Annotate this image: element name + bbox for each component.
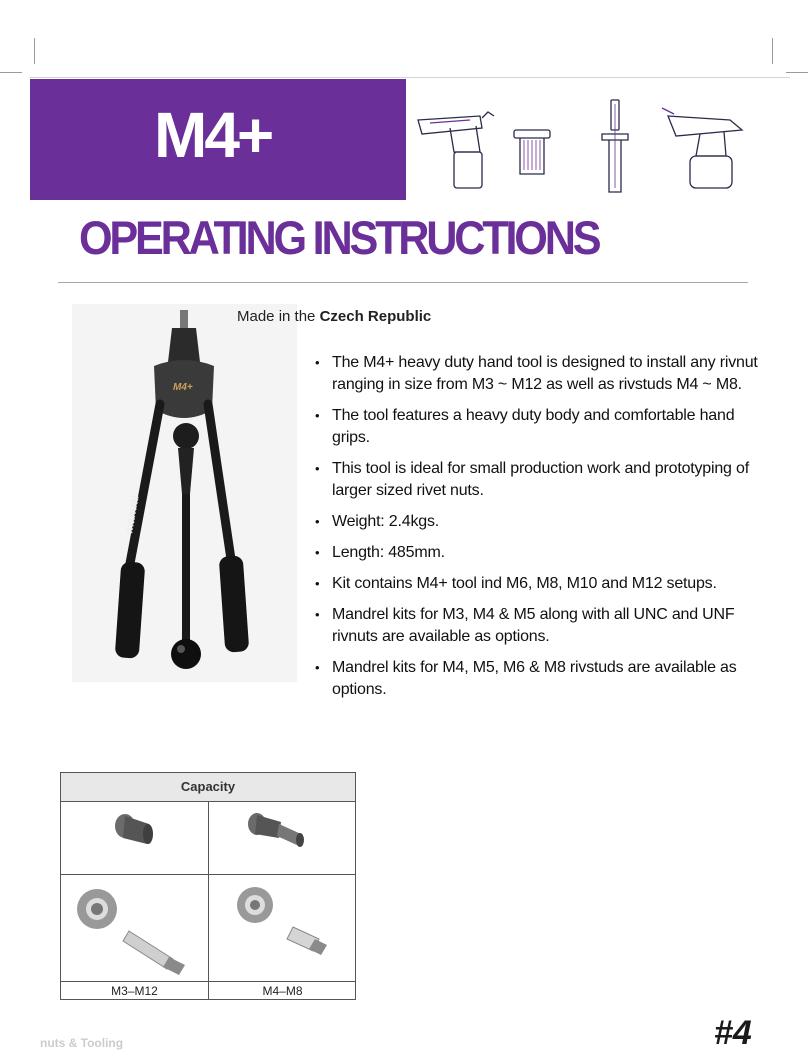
capacity-header: Capacity: [61, 773, 355, 802]
feature-item: • Mandrel kits for M3, M4 & M5 along with all UNC and UNF rivnuts are available as options.: [315, 606, 735, 645]
page-number: #4: [714, 1014, 752, 1052]
made-in-line: [237, 308, 431, 325]
m4-plus-hand-tool-image: [72, 304, 297, 682]
bullet-icon: •: [315, 660, 320, 675]
tool-line-illustrations: [410, 90, 755, 200]
rivnut-small-image: [61, 802, 208, 874]
feature-item: • This tool is ideal for small production work and prototyping of larger sized rivet nuts.: [315, 460, 749, 499]
rivstud-mandrel-kit-image: [209, 875, 356, 981]
bullet-icon: •: [315, 607, 320, 622]
bullet-icon: •: [315, 461, 320, 476]
pneumatic-tool-right-illustration: [662, 108, 742, 188]
header-top-line: [30, 77, 790, 78]
capacity-table: [60, 772, 356, 1000]
bullet-icon: •: [315, 576, 320, 591]
made-in-country: Czech Republic: [319, 308, 432, 325]
crop-mark-right: [772, 38, 773, 64]
page-title: OPERATING INSTRUCTIONS: [79, 211, 599, 264]
pneumatic-tool-left-illustration: [418, 112, 494, 188]
rivstud-small-image: [209, 802, 356, 874]
feature-item: • Mandrel kits for M4, M5, M6 & M8 rivstuds are available as options.: [315, 659, 737, 698]
made-in-prefix: Made in the: [237, 308, 316, 325]
bullet-icon: •: [315, 408, 320, 423]
feature-item: • Kit contains M4+ tool ind M6, M8, M10 and M12 setups.: [313, 573, 763, 595]
rivnut-illustration: [514, 130, 550, 174]
header-band: [30, 79, 406, 200]
capacity-label-rivstud: M4–M8: [209, 981, 356, 1001]
bullet-icon: •: [315, 545, 320, 560]
footer-text: nuts & Tooling: [40, 1036, 124, 1050]
crop-mark-left: [34, 38, 35, 64]
feature-list: [313, 352, 763, 710]
feature-item: • Weight: 2.4kgs.: [313, 511, 763, 533]
bullet-icon: •: [315, 355, 320, 370]
rivet-illustration: [602, 100, 628, 192]
crop-mark-right-h: [786, 72, 808, 73]
title-divider: [58, 282, 748, 283]
feature-item: • The tool features a heavy duty body and comfortable hand grips.: [315, 407, 735, 446]
tool-logo: M4+: [173, 382, 193, 393]
tool-handle-label: manual: [123, 494, 142, 535]
feature-item: • The M4+ heavy duty hand tool is designed to install any rivnut ranging in size from M3 ~ M12 as well as rivstuds M4 ~ M8.: [315, 354, 758, 393]
rivnut-mandrel-kit-image: [61, 875, 208, 981]
bullet-icon: •: [315, 514, 320, 529]
feature-item: • Length: 485mm.: [313, 542, 763, 564]
crop-mark-left-h: [0, 72, 22, 73]
model-name: M4+: [154, 99, 272, 171]
capacity-label-rivnut: M3–M12: [61, 981, 208, 1001]
